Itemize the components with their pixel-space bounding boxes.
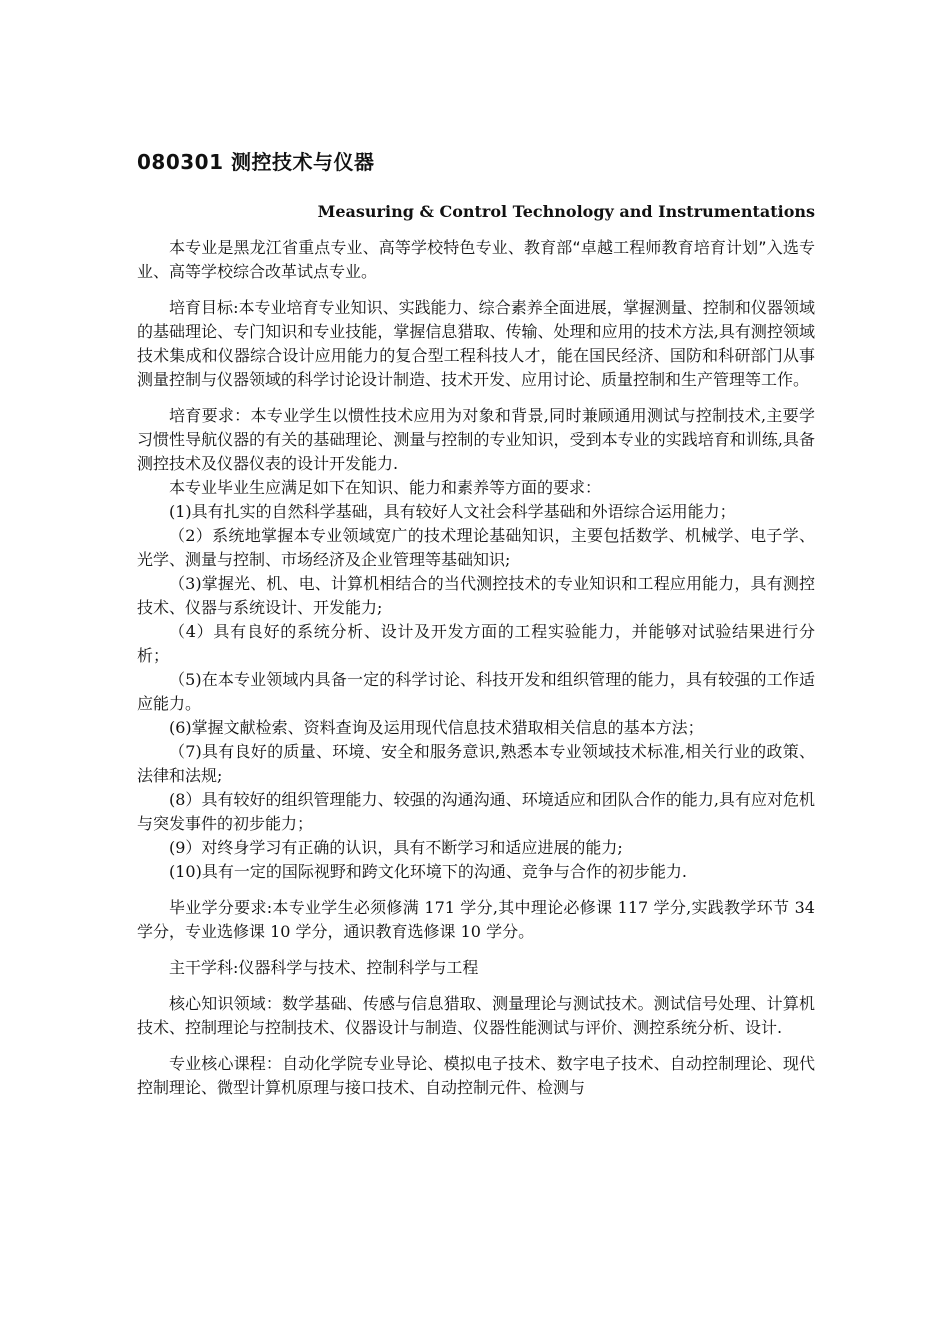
objective-text: :本专业培育专业知识、实践能力、综合素养全面进展，掌握测量、控制和仪器领域的基础理论、专门知识和专业技能，掌握信息猎取、传输、处理和应用的技术方法,具有测控领域技术集成和仪器综合设计应用能力的复合型工程科技人才，能在国民经济、国防和科研部门从事测量控制与仪器领域的科学讨论设计制造、技术开发、应用讨论、质量控制和生产管理等工作。 xyxy=(137,298,815,389)
page-subtitle: Measuring & Control Technology and Instrumentations xyxy=(317,202,815,221)
objective-label: 培育目标 xyxy=(169,298,234,317)
credits-text: :本专业学生必须修满 171 学分,其中理论必修课 117 学分,实践教学环节 34 学分，专业选修课 10 学分，通识教育选修课 10 学分。 xyxy=(137,898,815,941)
requirement-item: （7)具有良好的质量、环境、安全和服务意识,熟悉本专业领域技术标准,相关行业的政策、法律和法规; xyxy=(137,742,815,785)
requirement-item: (8）具有较好的组织管理能力、较强的沟通沟通、环境适应和团队合作的能力,具有应对危机与突发事件的初步能力； xyxy=(137,790,815,833)
core-knowledge-paragraph xyxy=(137,992,815,1040)
requirement-item: (10)具有一定的国际视野和跨文化环境下的沟通、竞争与合作的初步能力. xyxy=(169,862,687,881)
requirement-paragraph xyxy=(137,404,815,476)
core-courses-text: 自动化学院专业导论、模拟电子技术、数字电子技术、自动控制理论、现代控制理论、微型计算机原理与接口技术、自动控制元件、检测与 xyxy=(137,1054,815,1097)
requirement-item: (1)具有扎实的自然科学基础，具有较好人文社会科学基础和外语综合运用能力； xyxy=(169,502,736,521)
requirement-lead: 本专业毕业生应满足如下在知识、能力和素养等方面的要求： xyxy=(169,478,602,497)
disciplines-paragraph xyxy=(137,956,815,980)
requirement-item: (6)掌握文献检索、资料查询及运用现代信息技术猎取相关信息的基本方法； xyxy=(169,718,704,737)
requirement-item: （5)在本专业领域内具备一定的科学讨论、科技开发和组织管理的能力，具有较强的工作适应能力。 xyxy=(137,670,815,713)
requirement-text: 本专业学生以惯性技术应用为对象和背景,同时兼顾通用测试与控制技术,主要学习惯性导航仪器的有关的基础理论、测量与控制的专业知识，受到本专业的实践培育和训练,具备测控技术及仪器仪表的设计开发能力. xyxy=(137,406,815,473)
page-title: 080301 测控技术与仪器 xyxy=(137,150,375,174)
disciplines-text: :仪器科学与技术、控制科学与工程 xyxy=(233,958,479,977)
requirement-item: （4）具有良好的系统分析、设计及开发方面的工程实验能力，并能够对试验结果进行分析； xyxy=(137,622,815,665)
credits-paragraph xyxy=(137,896,815,944)
requirement-item: （2）系统地掌握本专业领域宽广的技术理论基础知识，主要包括数学、机械学、电子学、光学、测量与控制、市场经济及企业管理等基础知识; xyxy=(137,526,815,569)
disciplines-label: 主干学科 xyxy=(169,958,234,977)
requirement-label: 培育要求： xyxy=(169,406,251,425)
core-courses-paragraph xyxy=(137,1052,815,1100)
document-body xyxy=(137,236,815,1100)
core-courses-label: 专业核心课程： xyxy=(169,1054,283,1073)
requirement-item: （3)掌握光、机、电、计算机相结合的当代测控技术的专业知识和工程应用能力，具有测控技术、仪器与系统设计、开发能力; xyxy=(137,574,815,617)
requirement-item: (9）对终身学习有正确的认识，具有不断学习和适应进展的能力; xyxy=(169,838,623,857)
core-knowledge-text: ：数学基础、传感与信息猎取、测量理论与测试技术。测试信号处理、计算机技术、控制理论与控制技术、仪器设计与制造、仪器性能测试与评价、测控系统分析、设计. xyxy=(137,994,815,1037)
objective-paragraph xyxy=(137,296,815,392)
credits-label: 毕业学分要求 xyxy=(169,898,267,917)
intro-paragraph: 本专业是黑龙江省重点专业、高等学校特色专业、教育部“卓越工程师教育培育计划”入选专业、高等学校综合改革试点专业。 xyxy=(137,238,815,281)
core-knowledge-label: 核心知识领域 xyxy=(169,994,266,1013)
